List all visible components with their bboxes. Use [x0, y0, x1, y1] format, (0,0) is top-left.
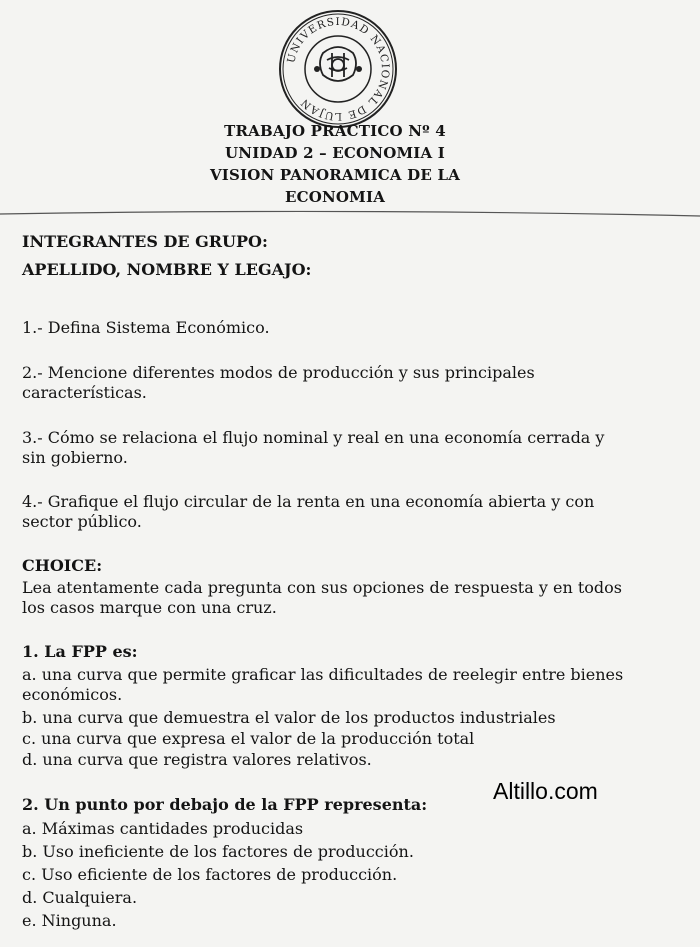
question-1: 1.- Defina Sistema Económico.	[22, 318, 270, 337]
altillo-watermark: Altillo.com	[493, 778, 598, 804]
mc-question-1-option-c: c. una curva que expresa el valor de la producción total	[22, 729, 475, 748]
header-line-2: UNIDAD 2 – ECONOMIA I	[225, 144, 445, 162]
question-2-line-2: características.	[22, 383, 147, 402]
mc-question-1-option-b: b. una curva que demuestra el valor de los productos industriales	[22, 708, 556, 727]
document-header	[180, 120, 490, 208]
question-3-line-2: sin gobierno.	[22, 448, 128, 467]
question-4-line-1: 4.- Grafique el flujo circular de la renta en una economía abierta y con	[22, 492, 595, 511]
choice-instructions-line-1: Lea atentamente cada pregunta con sus opciones de respuesta y en todos	[22, 578, 622, 597]
choice-instructions-line-2: los casos marque con una cruz.	[22, 598, 277, 617]
choice-title: CHOICE:	[22, 556, 103, 575]
mc-question-2-option-b: b. Uso ineficiente de los factores de producción.	[22, 842, 414, 861]
group-members-label: INTEGRANTES DE GRUPO:	[22, 232, 268, 251]
svg-text:UNIVERSIDAD NACIONAL DE LUJAN: UNIVERSIDAD NACIONAL DE LUJAN	[285, 15, 392, 123]
mc-question-2-option-e: e. Ninguna.	[22, 911, 117, 930]
mc-question-1-option-a-cont: económicos.	[22, 685, 123, 704]
question-2-line-1: 2.- Mencione diferentes modos de producción y sus principales	[22, 363, 535, 382]
group-name-legajo-label: APELLIDO, NOMBRE Y LEGAJO:	[22, 260, 312, 279]
mc-question-2-option-d: d. Cualquiera.	[22, 888, 138, 907]
header-divider	[0, 196, 700, 226]
mc-question-1-title: 1. La FPP es:	[22, 642, 138, 661]
header-line-4: ECONOMIA	[284, 188, 386, 206]
header-line-3: VISION PANORAMICA DE LA	[209, 166, 461, 184]
mc-question-2-option-c: c. Uso eficiente de los factores de producción.	[22, 865, 398, 884]
question-4-line-2: sector público.	[22, 512, 142, 531]
header-line-1: TRABAJO PRACTICO Nº 4	[224, 122, 446, 140]
mc-question-1-option-a: a. una curva que permite graficar las dificultades de reelegir entre bienes	[22, 665, 624, 684]
mc-question-2-option-a: a. Máximas cantidades producidas	[22, 819, 304, 838]
mc-question-2-title: 2. Un punto por debajo de la FPP representa:	[22, 795, 428, 814]
mc-question-1-option-d: d. una curva que registra valores relativos.	[22, 750, 372, 769]
university-seal-logo	[277, 8, 399, 130]
question-3-line-1: 3.- Cómo se relaciona el flujo nominal y real en una economía cerrada y	[22, 428, 605, 447]
